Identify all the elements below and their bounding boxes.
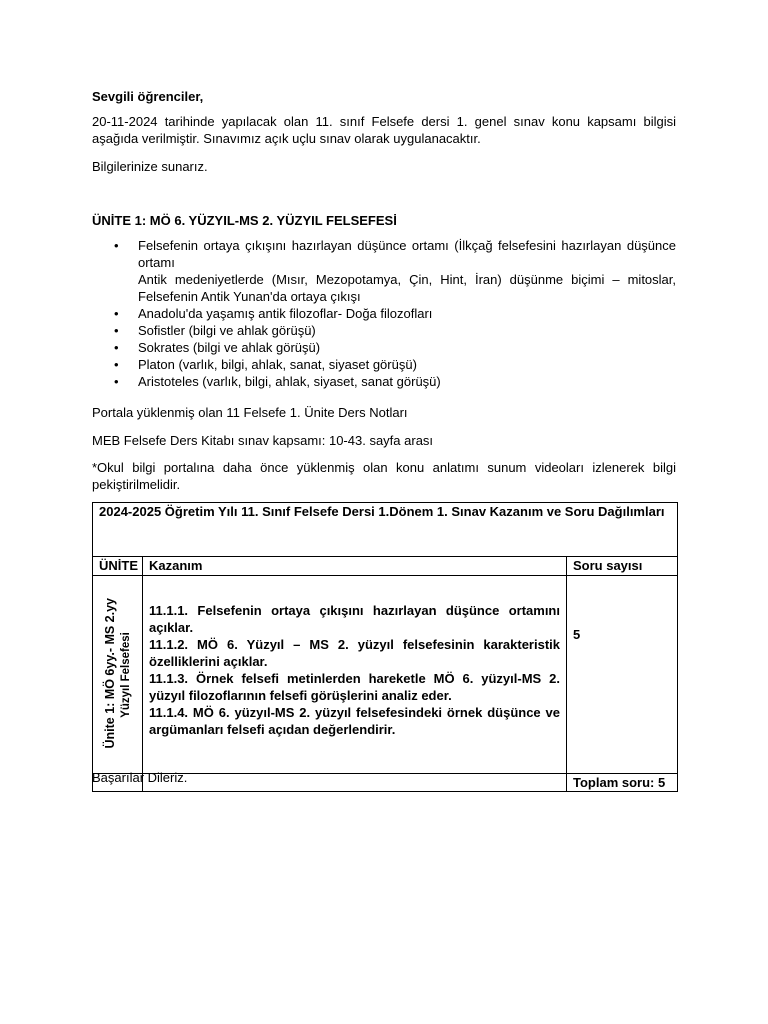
bullet-icon: • [114,323,119,338]
total-questions: Toplam soru: 5 [567,774,678,792]
video-note: *Okul bilgi portalına daha önce yüklenmiş olan konu anlatımı sunum videoları izlenerek bilgi pekiştirilmelidir. [92,460,676,492]
header-unit: ÜNİTE [93,557,143,576]
question-count: 5 [567,576,678,774]
topic-item: • Sokrates (bilgi ve ahlak görüşü) [114,340,321,355]
greeting: Sevgili öğrenciler, [92,89,204,104]
bullet-icon: • [114,374,119,389]
header-count: Soru sayısı [567,557,678,576]
topic-item: • Felsefenin ortaya çıkışını hazırlayan düşünce ortamı (İlkçağ felsefesini hazırlayan düşünce ortamı [114,238,676,270]
table-title-row [93,503,678,557]
bullet-icon: • [114,238,119,253]
topic-item: • Sofistler (bilgi ve ahlak görüşü) [114,323,316,338]
info-line: Bilgilerinize sunarız. [92,159,208,174]
outcome-item: 11.1.4. MÖ 6. yüzyıl-MS 2. yüzyıl felsefesindeki örnek düşünce ve argümanları felsefi açıdan değerlendirir. [149,705,560,737]
outcome-item: 11.1.2. MÖ 6. Yüzyıl – MS 2. yüzyıl felsefesinin karakteristik özelliklerini açıklar. [149,637,560,669]
outcome-item: 11.1.3. Örnek felsefi metinlerden hareketle MÖ 6. yüzyıl-MS 2. yüzyıl filozoflarının felsefi görüşlerini analiz eder. [149,671,560,703]
intro-paragraph: 20-11-2024 tarihinde yapılacak olan 11. sınıf Felsefe dersi 1. genel sınav konu kapsamı bilgisi aşağıda verilmiştir. Sınavımız açık uçlu sınav olarak uygulanacaktır. [92,114,676,146]
table-title: 2024-2025 Öğretim Yılı 11. Sınıf Felsefe Dersi 1.Dönem 1. Sınav Kazanım ve Soru Dağılımları [93,503,678,557]
unit-label: Ünite 1: MÖ 6yy.- MS 2.yy Yüzyıl Felsefesi [102,597,132,748]
topic-list [92,237,676,390]
bullet-icon: • [114,340,119,355]
outcome-item: 11.1.1. Felsefenin ortaya çıkışını hazırlayan düşünce ortamını açıklar. [149,603,560,635]
closing-line: Başarılar Dileriz. [92,770,188,785]
header-outcome: Kazanım [143,557,567,576]
exam-table [92,502,678,792]
meb-note: MEB Felsefe Ders Kitabı sınav kapsamı: 10-43. sayfa arası [92,433,434,448]
topic-item: • Platon (varlık, bilgi, ahlak, sanat, siyaset görüşü) [114,357,417,372]
bullet-icon: • [114,306,119,321]
table-header-row [93,557,678,576]
bullet-icon: • [114,357,119,372]
topic-item: • Anadolu'da yaşamış antik filozoflar- Doğa filozofları [114,306,433,321]
topic-item-continuation: Antik medeniyetlerde (Mısır, Mezopotamya, Çin, Hint, İran) düşünme biçimi – mitoslar, Felsefenin Antik Yunan'da ortaya çıkışı [138,272,676,304]
unit-cell [93,576,143,774]
table-row [93,576,678,774]
portal-note: Portala yüklenmiş olan 11 Felsefe 1. Ünite Ders Notları [92,405,408,420]
unit-heading: ÜNİTE 1: MÖ 6. YÜZYIL-MS 2. YÜZYIL FELSEFESİ [92,213,397,228]
outcome-list [143,576,567,774]
topic-item: • Aristoteles (varlık, bilgi, ahlak, siyaset, sanat görüşü) [114,374,441,389]
